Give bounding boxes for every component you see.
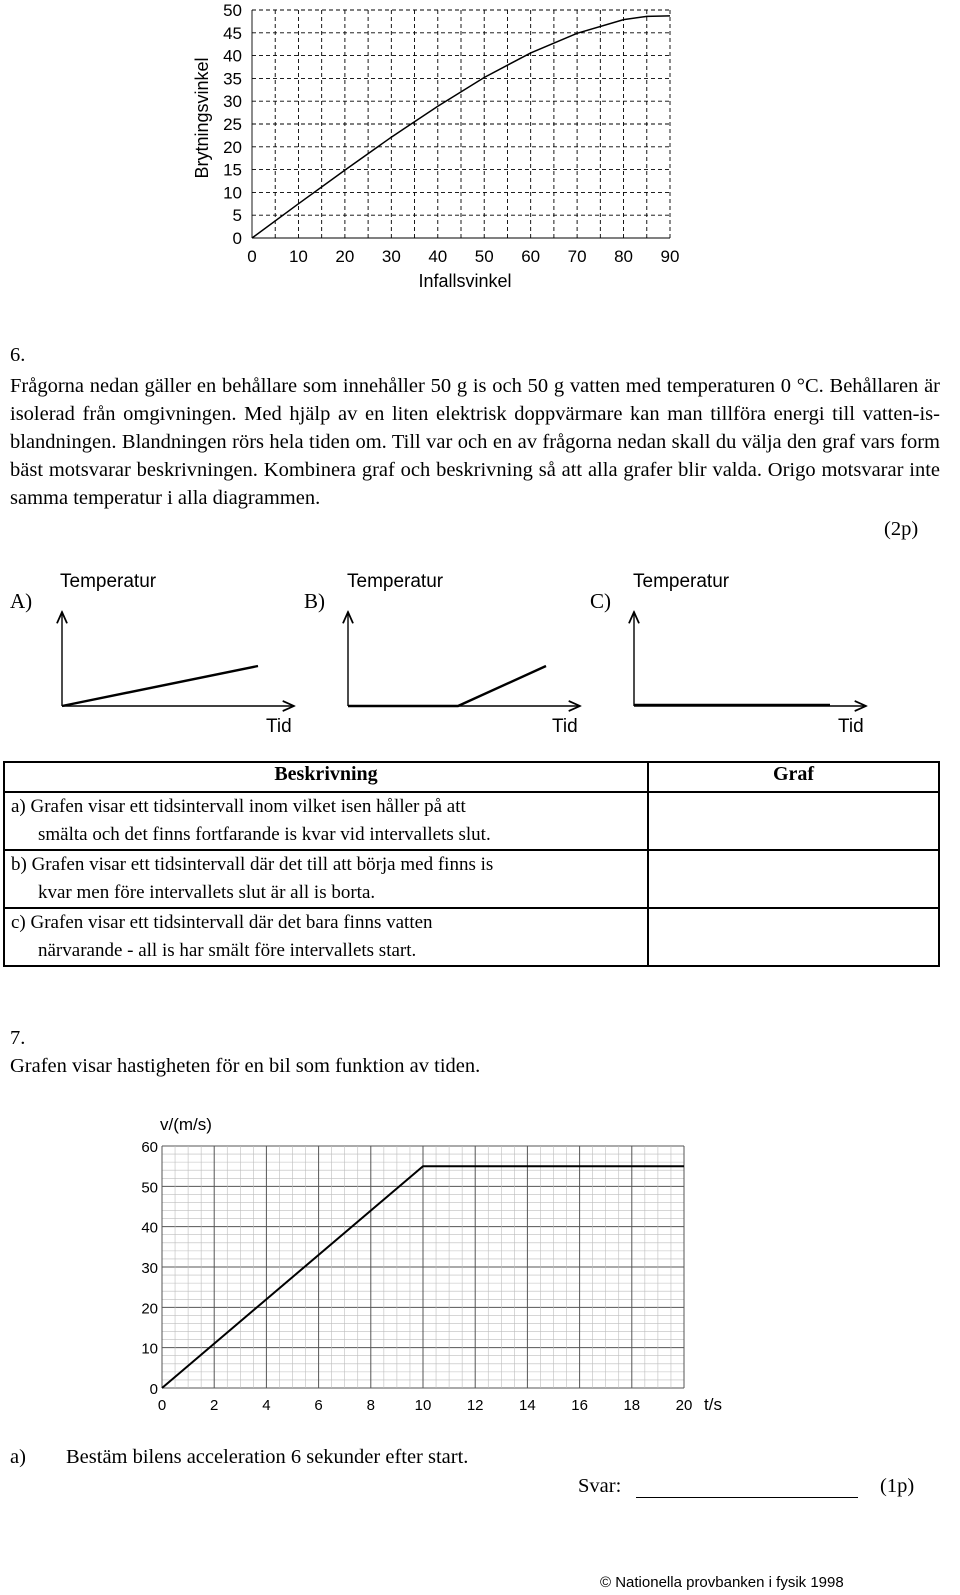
chart2-xtick-label: 8 bbox=[366, 1397, 375, 1414]
chart2-ytick-label: 30 bbox=[141, 1260, 158, 1277]
footer-copyright: © Nationella provbanken i fysik 1998 bbox=[600, 1574, 844, 1591]
part-a-label: a) bbox=[10, 1446, 26, 1468]
graph-c-label: C) bbox=[590, 589, 611, 613]
q6-points: (2p) bbox=[880, 518, 918, 541]
chart1-xtick-label: 60 bbox=[521, 247, 541, 266]
chart1-xtick-label: 0 bbox=[247, 247, 257, 266]
graph-a-label: A) bbox=[10, 589, 33, 613]
q6-text: Frågorna nedan gäller en behållare som innehåller 50 g is och 50 g vatten med temperaturen 0 °C. Behållaren är isolerad från omgivningen. Med hjälp av en liten elektrisk doppvärmare kan man tillföra energi till vatten-is-blandningen. Blandningen rörs hela tiden om. Till var och en av frågorna nedan skall du välja den graf vars form bäst motsvarar beskrivningen. Kombinera graf och beskrivning så att alla grafer blir valda. Origo motsvarar inte samma temperatur i alla diagrammen. bbox=[10, 375, 940, 509]
row-b-line1: b) Grafen visar ett tidsintervall där det till att börja med finns is bbox=[11, 854, 494, 875]
table-row bbox=[4, 792, 939, 850]
row-b-graf-answer[interactable] bbox=[648, 850, 939, 908]
graph-b-line bbox=[348, 666, 546, 706]
chart1-xtick-label: 30 bbox=[381, 247, 401, 266]
chart2-ytick-label: 20 bbox=[141, 1300, 158, 1318]
header-graf: Graf bbox=[648, 762, 939, 792]
q7-points: (1p) bbox=[880, 1475, 915, 1497]
chart2-xtick-label: 0 bbox=[157, 1397, 167, 1414]
chart1-xtick-label: 70 bbox=[567, 247, 587, 266]
header-beskrivning: Beskrivning bbox=[4, 762, 648, 792]
chart1-ytick-label: 35 bbox=[223, 69, 242, 89]
chart1-ytick-label: 20 bbox=[223, 137, 242, 157]
chart1-ytick-label: 50 bbox=[223, 1, 242, 20]
graph-a-ylabel: Temperatur bbox=[60, 571, 157, 592]
velocity-chart bbox=[0, 1100, 960, 1430]
row-c-line2: närvarande - all is har smält före intervallets start. bbox=[38, 940, 417, 961]
chart1-ytick-label: 45 bbox=[223, 23, 242, 43]
chart2-xtick-label: 12 bbox=[466, 1397, 484, 1414]
refraction-chart bbox=[0, 0, 960, 300]
q7-intro: Grafen visar hastigheten för en bil som funktion av tiden. bbox=[10, 1055, 481, 1077]
chart1-series-line bbox=[252, 16, 670, 238]
svar-label: Svar: bbox=[578, 1475, 622, 1497]
graph-b-ylabel: Temperatur bbox=[347, 571, 444, 592]
chart1-ytick-label: 25 bbox=[223, 115, 242, 134]
svar-answer-line[interactable] bbox=[636, 1497, 858, 1498]
chart2-xtick-label: 10 bbox=[414, 1397, 432, 1414]
chart2-ylabel: v/(m/s) bbox=[160, 1115, 212, 1134]
graph-b-label: B) bbox=[304, 589, 325, 613]
table-row bbox=[4, 850, 939, 908]
row-a-line1: a) Grafen visar ett tidsintervall inom vilket isen håller på att bbox=[11, 796, 466, 817]
chart2-xtick-label: 20 bbox=[675, 1397, 693, 1414]
graph-c-ylabel: Temperatur bbox=[633, 571, 730, 592]
chart1-xlabel: Infallsvinkel bbox=[418, 271, 512, 291]
graph-b bbox=[304, 571, 580, 737]
graph-a-line bbox=[62, 666, 258, 706]
chart2-ytick-label: 50 bbox=[141, 1179, 158, 1197]
chart2-xtick-label: 4 bbox=[262, 1397, 271, 1414]
part-a-text: Bestäm bilens acceleration 6 sekunder efter start. bbox=[66, 1446, 469, 1468]
q6-graphs bbox=[0, 560, 960, 760]
chart2-ytick-label: 40 bbox=[141, 1219, 158, 1237]
chart1-ytick-label: 5 bbox=[232, 206, 242, 226]
chart2-ytick-label: 60 bbox=[141, 1139, 158, 1156]
chart2-xlabel: t/s bbox=[704, 1395, 722, 1414]
chart1-xtick-label: 90 bbox=[660, 247, 680, 266]
chart1-xtick-label: 40 bbox=[428, 247, 448, 266]
q6-number: 6. bbox=[10, 344, 26, 366]
row-c-line1: c) Grafen visar ett tidsintervall där det bara finns vatten bbox=[11, 912, 433, 933]
chart2-xtick-label: 2 bbox=[210, 1397, 219, 1414]
chart1-ytick-label: 0 bbox=[232, 229, 242, 248]
row-b-line2: kvar men före intervallets slut är all is borta. bbox=[38, 882, 376, 903]
chart1-ytick-label: 10 bbox=[223, 183, 242, 203]
q7-number: 7. bbox=[10, 1027, 26, 1049]
row-a-graf-answer[interactable] bbox=[648, 792, 939, 850]
chart2-xtick-label: 6 bbox=[314, 1397, 323, 1414]
chart1-ytick-label: 15 bbox=[223, 160, 242, 180]
chart1-ylabel: Brytningsvinkel bbox=[192, 57, 212, 179]
chart2-xtick-label: 14 bbox=[519, 1397, 536, 1414]
chart1-xtick-label: 20 bbox=[335, 247, 355, 266]
description-table bbox=[3, 761, 940, 967]
graph-a bbox=[10, 571, 294, 737]
chart1-xtick-label: 80 bbox=[614, 247, 634, 266]
chart2-xtick-label: 16 bbox=[571, 1397, 588, 1414]
graph-c-xlabel: Tid bbox=[838, 716, 864, 737]
graph-a-xlabel: Tid bbox=[266, 716, 292, 737]
row-c-graf-answer[interactable] bbox=[648, 908, 939, 966]
chart2-ytick-label: 0 bbox=[149, 1381, 158, 1398]
table-row bbox=[4, 908, 939, 966]
graph-c bbox=[590, 571, 866, 737]
row-a-line2: smälta och det finns fortfarande is kvar vid intervallets slut. bbox=[38, 824, 491, 845]
chart2-ytick-label: 10 bbox=[141, 1340, 158, 1358]
chart1-ytick-label: 30 bbox=[223, 92, 242, 112]
chart1-ytick-label: 40 bbox=[223, 46, 242, 66]
chart1-xtick-label: 50 bbox=[474, 247, 494, 266]
graph-b-xlabel: Tid bbox=[552, 716, 578, 737]
chart1-xtick-label: 10 bbox=[288, 247, 308, 266]
chart2-xtick-label: 18 bbox=[623, 1397, 641, 1414]
